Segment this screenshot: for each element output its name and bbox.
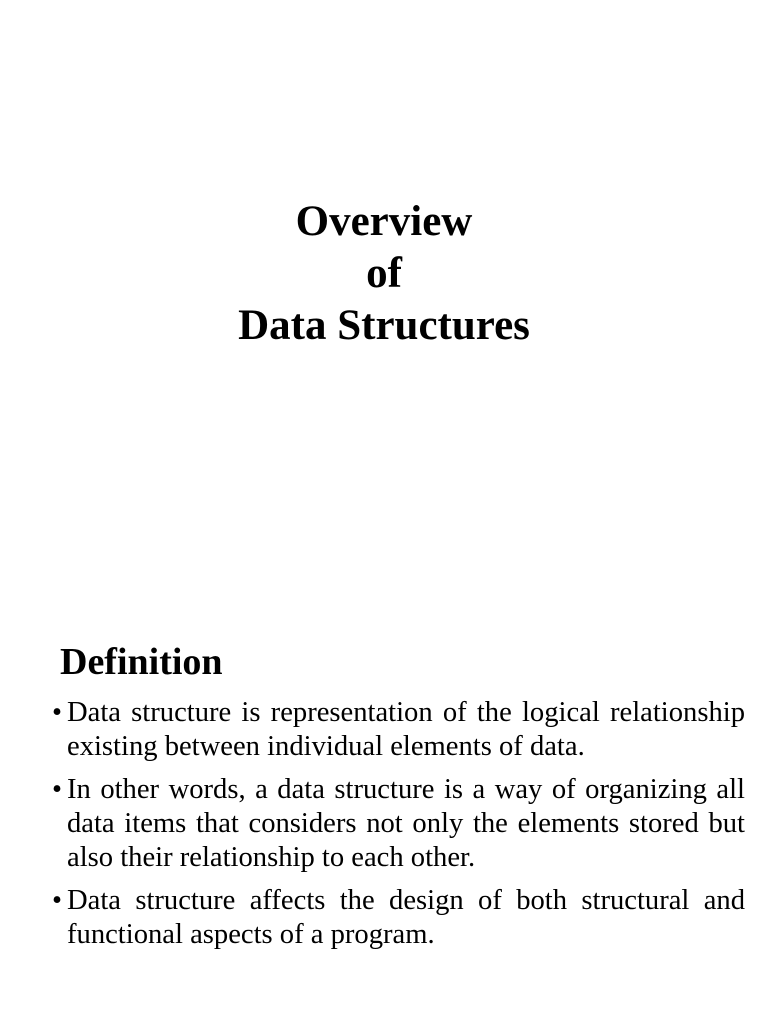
title-line-of: of <box>366 250 402 297</box>
bullet-text: Data structure affects the design of both structural and functional aspects of a program. <box>67 885 745 950</box>
title-slide <box>0 196 768 356</box>
bullet-marker: • <box>52 885 63 916</box>
bullet-marker: • <box>52 697 63 728</box>
bullet-item <box>52 773 745 875</box>
bullet-item <box>52 884 745 952</box>
title-line-overview: Overview <box>295 198 473 245</box>
bullet-item <box>52 696 745 764</box>
bullet-text: In other words, a data structure is a way of organizing all data items that considers not only the elements stored but also their relationship to each other. <box>67 774 745 873</box>
definition-slide <box>0 636 768 1024</box>
definition-heading: Definition <box>60 641 223 683</box>
definition-bullet-list <box>52 696 745 961</box>
bullet-marker: • <box>52 774 63 805</box>
bullet-text: Data structure is representation of the logical relationship existing between individual elements of data. <box>67 697 745 762</box>
title-line-data-structures: Data Structures <box>238 302 530 349</box>
